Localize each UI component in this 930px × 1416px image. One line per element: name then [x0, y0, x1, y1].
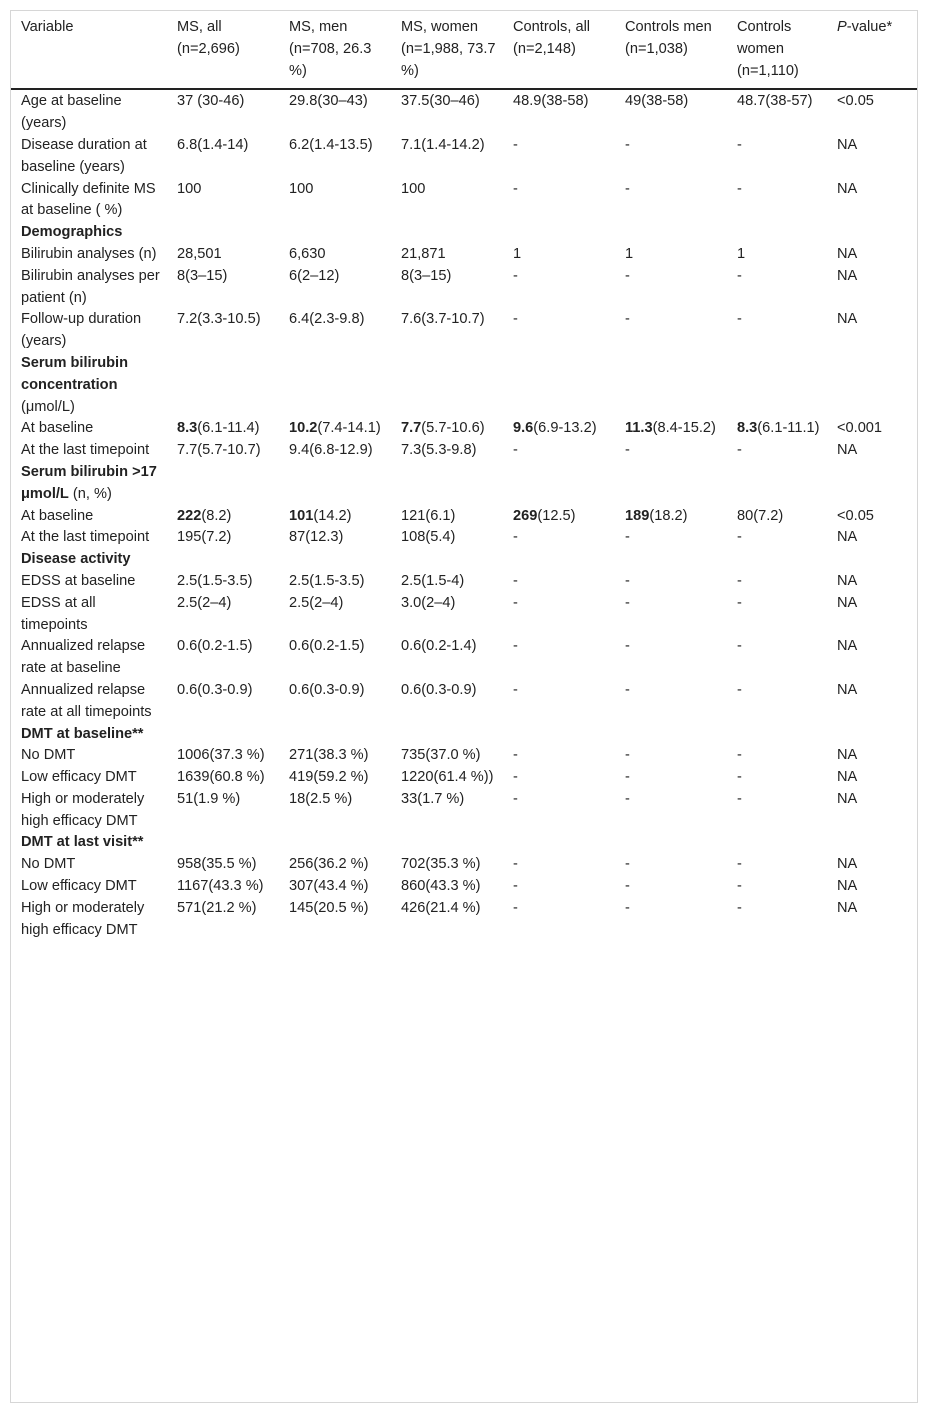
cell-bold-value: 10.2: [289, 420, 318, 437]
cell-ms-women: 7.6(3.7-10.7): [401, 311, 485, 328]
section-row: [11, 353, 917, 418]
cell-ms-all: 37 (30-46): [177, 93, 245, 110]
cell-bold-value: 9.6: [513, 420, 534, 437]
cell-controls-all: -: [513, 878, 518, 895]
cell-controls-all: -: [513, 311, 518, 328]
empty-cell: [503, 832, 615, 854]
cell-variable: High or moderately high efficacy DMT: [21, 899, 145, 938]
cell-ms-men: 6,630: [289, 245, 326, 262]
empty-cell: [167, 549, 279, 571]
header-ms-women: MS, women (n=1,988, 73.7 %): [391, 11, 503, 89]
cell-ms-all: 100: [177, 180, 202, 197]
cell-ms-men: 419(59.2 %): [289, 769, 369, 786]
data-table: [11, 11, 917, 941]
cell-ms-men: 0.6(0.3-0.9): [289, 681, 365, 698]
table-row: [11, 309, 917, 353]
cell-variable: Annualized relapse rate at baseline: [21, 638, 146, 677]
cell-p-value: <0.001: [837, 420, 883, 437]
cell-ms-all: 28,501: [177, 245, 222, 262]
empty-cell: [827, 222, 917, 244]
cell-p-value: NA: [837, 267, 858, 284]
cell-bold-value: 11.3: [625, 420, 653, 437]
cell-controls-men: -: [625, 180, 630, 197]
cell-ms-all: 7.7(5.7-10.7): [177, 442, 261, 459]
cell-controls-women: 80(7.2): [737, 507, 784, 524]
table-row: [11, 266, 917, 310]
cell-bold-value: 8.3: [177, 420, 198, 437]
cell-variable: At baseline: [21, 507, 94, 524]
cell-controls-all: -: [513, 638, 518, 655]
empty-cell: [279, 549, 391, 571]
cell-variable: Annualized relapse rate at all timepoints: [21, 681, 152, 720]
header-controls-men: Controls men (n=1,038): [615, 11, 727, 89]
cell-controls-women: -: [737, 311, 742, 328]
cell-p-value: NA: [837, 878, 858, 895]
section-label: [11, 462, 167, 506]
cell-ms-women: 0.6(0.3-0.9): [401, 681, 477, 698]
section-unit: (μmol/L): [21, 398, 75, 415]
section-title: DMT at baseline**: [21, 725, 144, 742]
cell-controls-women: -: [737, 769, 742, 786]
cell-bold-value: 222: [177, 507, 202, 524]
cell-controls-women: -: [737, 878, 742, 895]
section-unit: (n, %): [68, 485, 112, 502]
empty-cell: [727, 222, 827, 244]
section-title: Serum bilirubin concentration: [21, 354, 129, 393]
table-row: [11, 898, 917, 942]
table-row: [11, 506, 917, 528]
section-label: [11, 549, 167, 571]
table-row: [11, 179, 917, 223]
cell-ms-all: 1006(37.3 %): [177, 747, 265, 764]
cell-controls-all: -: [513, 790, 518, 807]
cell-p-value: NA: [837, 769, 858, 786]
table-row: [11, 571, 917, 593]
cell-ms-women: 860(43.3 %): [401, 878, 481, 895]
table-row: [11, 789, 917, 833]
empty-cell: [167, 724, 279, 746]
empty-cell: [279, 353, 391, 418]
cell-ms-men: 271(38.3 %): [289, 747, 369, 764]
empty-cell: [503, 222, 615, 244]
cell-ms-all: 571(21.2 %): [177, 899, 257, 916]
empty-cell: [827, 549, 917, 571]
empty-cell: [391, 832, 503, 854]
cell-p-value: NA: [837, 442, 858, 459]
cell-ms-women: 108(5.4): [401, 529, 456, 546]
cell-controls-men: -: [625, 442, 630, 459]
cell-controls-men: -: [625, 856, 630, 873]
table-row: [11, 135, 917, 179]
cell-p-value: NA: [837, 180, 858, 197]
cell-controls-men: -: [625, 899, 630, 916]
cell-controls-all: -: [513, 856, 518, 873]
table-body: [11, 89, 917, 941]
cell-ms-men: 6(2–12): [289, 267, 340, 284]
empty-cell: [727, 724, 827, 746]
cell-ms-women: 7.1(1.4-14.2): [401, 136, 485, 153]
cell-p-value: NA: [837, 899, 858, 916]
cell-ms-men: 2.5(2–4): [289, 594, 344, 611]
empty-cell: [167, 462, 279, 506]
cell-ms-all: 0.6(0.3-0.9): [177, 681, 253, 698]
cell-range: (6.9-13.2): [533, 420, 597, 437]
cell-ms-men: 100: [289, 180, 314, 197]
cell-ms-men: 6.2(1.4-13.5): [289, 136, 373, 153]
cell-controls-women: -: [737, 638, 742, 655]
cell-ms-men: 9.4(6.8-12.9): [289, 442, 373, 459]
cell-controls-all: -: [513, 769, 518, 786]
cell-controls-women: -: [737, 572, 742, 589]
section-title: Demographics: [21, 224, 123, 241]
cell-ms-all: 8(3–15): [177, 267, 228, 284]
cell-p-value: NA: [837, 638, 858, 655]
section-row: [11, 549, 917, 571]
header-ms-all: MS, all (n=2,696): [167, 11, 279, 89]
section-title: Serum bilirubin >17 μmol/L: [21, 463, 157, 502]
cell-controls-men: -: [625, 681, 630, 698]
table-row: [11, 244, 917, 266]
empty-cell: [727, 353, 827, 418]
cell-ms-women: 7.3(5.3-9.8): [401, 442, 477, 459]
empty-cell: [727, 462, 827, 506]
cell-controls-all: -: [513, 899, 518, 916]
cell-ms-men: 307(43.4 %): [289, 878, 369, 895]
cell-variable: Disease duration at baseline (years): [21, 136, 147, 175]
cell-ms-women: 735(37.0 %): [401, 747, 481, 764]
header-p-value: [827, 11, 917, 89]
cell-ms-all: 2.5(2–4): [177, 594, 232, 611]
cell-controls-men: -: [625, 311, 630, 328]
cell-controls-men: -: [625, 594, 630, 611]
cell-ms-all: 2.5(1.5-3.5): [177, 572, 253, 589]
cell-ms-all: 1639(60.8 %): [177, 769, 265, 786]
header-ms-men: MS, men (n=708, 26.3 %): [279, 11, 391, 89]
cell-controls-women: -: [737, 856, 742, 873]
cell-ms-women: 1220(61.4 %)): [401, 769, 494, 786]
cell-controls-women: -: [737, 267, 742, 284]
cell-ms-men: 2.5(1.5-3.5): [289, 572, 365, 589]
cell-controls-women: -: [737, 790, 742, 807]
table-row: [11, 418, 917, 440]
empty-cell: [503, 724, 615, 746]
cell-range: (8.2): [201, 507, 232, 524]
cell-ms-women: 3.0(2–4): [401, 594, 456, 611]
table-row: [11, 440, 917, 462]
section-row: [11, 724, 917, 746]
cell-ms-all: 958(35.5 %): [177, 856, 257, 873]
cell-controls-women: 1: [737, 245, 746, 262]
cell-ms-men: 0.6(0.2-1.5): [289, 638, 365, 655]
cell-ms-all: [167, 418, 279, 440]
header-controls-all: Controls, all (n=2,148): [503, 11, 615, 89]
empty-cell: [827, 724, 917, 746]
cell-controls-men: -: [625, 529, 630, 546]
cell-variable: No DMT: [21, 856, 76, 873]
empty-cell: [827, 353, 917, 418]
cell-ms-all: 195(7.2): [177, 529, 232, 546]
cell-controls-all: -: [513, 267, 518, 284]
cell-ms-men: 87(12.3): [289, 529, 344, 546]
cell-variable: Bilirubin analyses per patient (n): [21, 267, 160, 306]
cell-ms-women: 426(21.4 %): [401, 899, 481, 916]
cell-variable: No DMT: [21, 747, 76, 764]
empty-cell: [391, 724, 503, 746]
table-row: [11, 854, 917, 876]
section-label: [11, 353, 167, 418]
cell-controls-men: -: [625, 790, 630, 807]
cell-p-value: NA: [837, 311, 858, 328]
cell-controls-all: -: [513, 681, 518, 698]
cell-p-value: NA: [837, 245, 858, 262]
cell-controls-women: -: [737, 180, 742, 197]
empty-cell: [279, 832, 391, 854]
empty-cell: [279, 462, 391, 506]
cell-ms-women: [391, 418, 503, 440]
header-row: [11, 11, 917, 89]
cell-ms-women: 0.6(0.2-1.4): [401, 638, 477, 655]
cell-variable: EDSS at baseline: [21, 572, 136, 589]
cell-controls-all: -: [513, 529, 518, 546]
cell-controls-all: 1: [513, 245, 522, 262]
cell-variable: Bilirubin analyses (n): [21, 245, 157, 262]
cell-range: (18.2): [649, 507, 688, 524]
empty-cell: [615, 724, 727, 746]
cell-controls-men: [615, 418, 727, 440]
cell-ms-women: 100: [401, 180, 426, 197]
cell-ms-women: 2.5(1.5-4): [401, 572, 465, 589]
cell-variable: EDSS at all timepoints: [21, 594, 96, 633]
table-frame: [10, 10, 918, 1403]
empty-cell: [727, 832, 827, 854]
cell-range: (14.2): [313, 507, 352, 524]
cell-ms-men: 6.4(2.3-9.8): [289, 311, 365, 328]
header-p-rest: -value*: [846, 19, 893, 35]
empty-cell: [615, 222, 727, 244]
cell-controls-all: -: [513, 180, 518, 197]
cell-controls-all: -: [513, 136, 518, 153]
cell-range: (5.7-10.6): [421, 420, 485, 437]
empty-cell: [827, 462, 917, 506]
cell-ms-men: 145(20.5 %): [289, 899, 369, 916]
header-variable: Variable: [11, 11, 167, 89]
cell-controls-women: -: [737, 442, 742, 459]
cell-ms-women: 37.5(30–46): [401, 93, 480, 110]
section-row: [11, 222, 917, 244]
table-row: [11, 876, 917, 898]
cell-controls-men: -: [625, 136, 630, 153]
empty-cell: [279, 724, 391, 746]
cell-controls-all: -: [513, 594, 518, 611]
empty-cell: [391, 549, 503, 571]
cell-ms-all: 0.6(0.2-1.5): [177, 638, 253, 655]
header-controls-women: Controls women (n=1,110): [727, 11, 827, 89]
cell-controls-men: -: [625, 769, 630, 786]
cell-p-value: NA: [837, 572, 858, 589]
cell-p-value: <0.05: [837, 507, 874, 524]
section-label: [11, 222, 167, 244]
cell-bold-value: 269: [513, 507, 538, 524]
section-row: [11, 462, 917, 506]
cell-ms-all: [167, 506, 279, 528]
empty-cell: [391, 353, 503, 418]
cell-ms-men: [279, 418, 391, 440]
cell-range: (12.5): [537, 507, 576, 524]
table-row: [11, 89, 917, 135]
cell-bold-value: 101: [289, 507, 314, 524]
cell-controls-men: [615, 506, 727, 528]
empty-cell: [167, 222, 279, 244]
cell-range: (6.1-11.4): [197, 420, 260, 437]
section-title: DMT at last visit**: [21, 834, 144, 851]
cell-variable: Low efficacy DMT: [21, 878, 137, 895]
empty-cell: [727, 549, 827, 571]
cell-ms-all: 1167(43.3 %): [177, 878, 264, 895]
empty-cell: [167, 832, 279, 854]
cell-ms-all: 51(1.9 %): [177, 790, 241, 807]
cell-controls-women: -: [737, 136, 742, 153]
cell-controls-men: -: [625, 638, 630, 655]
cell-p-value: NA: [837, 747, 858, 764]
empty-cell: [503, 462, 615, 506]
empty-cell: [503, 549, 615, 571]
cell-controls-women: -: [737, 594, 742, 611]
cell-controls-all: -: [513, 747, 518, 764]
cell-p-value: NA: [837, 594, 858, 611]
empty-cell: [279, 222, 391, 244]
cell-variable: Clinically definite MS at baseline ( %): [21, 180, 156, 219]
cell-p-value: NA: [837, 136, 858, 153]
cell-controls-men: 1: [625, 245, 634, 262]
cell-p-value: NA: [837, 681, 858, 698]
empty-cell: [827, 832, 917, 854]
cell-bold-value: 7.7: [401, 420, 422, 437]
cell-variable: At the last timepoint: [21, 529, 150, 546]
cell-controls-men: -: [625, 572, 630, 589]
empty-cell: [615, 832, 727, 854]
cell-variable: High or moderately high efficacy DMT: [21, 790, 145, 829]
cell-range: (6.1-11.1): [757, 420, 820, 437]
cell-variable: Age at baseline (years): [21, 93, 122, 132]
table-row: [11, 636, 917, 680]
cell-p-value: NA: [837, 790, 858, 807]
cell-controls-women: 48.7(38-57): [737, 93, 813, 110]
cell-controls-all: -: [513, 442, 518, 459]
cell-controls-all: 48.9(38-58): [513, 93, 589, 110]
empty-cell: [391, 462, 503, 506]
cell-variable: At the last timepoint: [21, 442, 150, 459]
section-title: Disease activity: [21, 551, 131, 568]
empty-cell: [503, 353, 615, 418]
table-row: [11, 593, 917, 637]
section-label: [11, 832, 167, 854]
table-row: [11, 527, 917, 549]
cell-p-value: NA: [837, 529, 858, 546]
cell-controls-women: -: [737, 747, 742, 764]
cell-ms-women: 702(35.3 %): [401, 856, 481, 873]
cell-controls-all: [503, 506, 615, 528]
empty-cell: [391, 222, 503, 244]
cell-ms-all: 7.2(3.3-10.5): [177, 311, 261, 328]
cell-p-value: NA: [837, 856, 858, 873]
cell-controls-women: -: [737, 899, 742, 916]
cell-controls-women: -: [737, 681, 742, 698]
header-p-italic: P: [837, 19, 847, 35]
cell-controls-all: -: [513, 572, 518, 589]
cell-ms-women: 121(6.1): [401, 507, 456, 524]
table-row: [11, 767, 917, 789]
cell-controls-men: -: [625, 267, 630, 284]
table-row: [11, 680, 917, 724]
cell-bold-value: 8.3: [737, 420, 758, 437]
cell-variable: At baseline: [21, 420, 94, 437]
cell-controls-men: -: [625, 878, 630, 895]
empty-cell: [615, 353, 727, 418]
section-row: [11, 832, 917, 854]
cell-ms-men: [279, 506, 391, 528]
empty-cell: [615, 462, 727, 506]
cell-ms-women: 21,871: [401, 245, 446, 262]
cell-variable: Follow-up duration (years): [21, 311, 142, 350]
cell-ms-women: 8(3–15): [401, 267, 452, 284]
cell-ms-men: 29.8(30–43): [289, 93, 368, 110]
cell-bold-value: 189: [625, 507, 650, 524]
empty-cell: [615, 549, 727, 571]
cell-ms-women: 33(1.7 %): [401, 790, 465, 807]
cell-p-value: <0.05: [837, 93, 874, 110]
cell-ms-all: 6.8(1.4-14): [177, 136, 249, 153]
cell-controls-men: 49(38-58): [625, 93, 689, 110]
cell-controls-men: -: [625, 747, 630, 764]
cell-range: (8.4-15.2): [652, 420, 716, 437]
cell-controls-women: [727, 418, 827, 440]
cell-range: (7.4-14.1): [317, 420, 381, 437]
cell-ms-men: 18(2.5 %): [289, 790, 353, 807]
cell-variable: Low efficacy DMT: [21, 769, 137, 786]
section-label: [11, 724, 167, 746]
table-row: [11, 745, 917, 767]
cell-controls-all: [503, 418, 615, 440]
empty-cell: [167, 353, 279, 418]
cell-ms-men: 256(36.2 %): [289, 856, 369, 873]
cell-controls-women: -: [737, 529, 742, 546]
